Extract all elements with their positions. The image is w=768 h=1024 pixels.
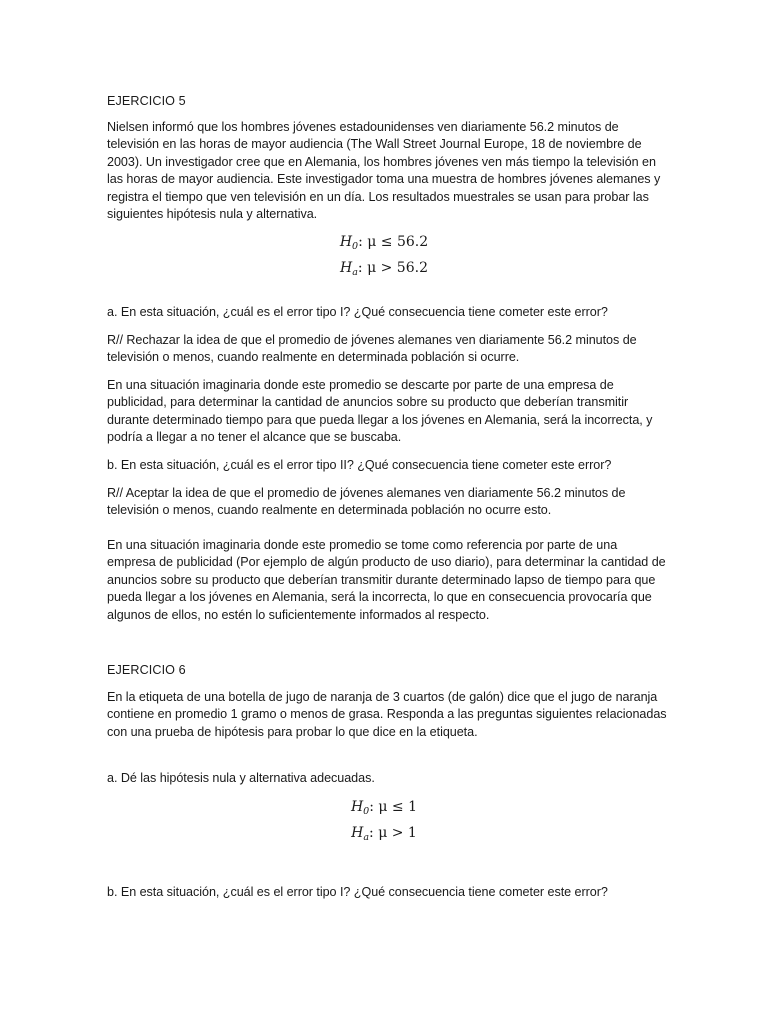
exercise-5-answer-a-1: R// Rechazar la idea de que el promedio de jóvenes alemanes ven diariamente 56.2 minutos de televisión o menos, cuando realmente en determinada población si ocurre. (107, 333, 637, 365)
exercise-6-question-a: a. Dé las hipótesis nula y alternativa adecuadas. (107, 771, 375, 785)
exercise-6-null-hypothesis (0, 797, 768, 819)
hypothesis-subscript: 0 (363, 806, 370, 817)
hypothesis-subscript: a (363, 832, 370, 843)
exercise-5-alternative-hypothesis (0, 258, 768, 280)
hypothesis-subscript: a (352, 267, 358, 278)
exercise-5-answer-b-1: R// Aceptar la idea de que el promedio de jóvenes alemanes ven diariamente 56.2 minutos de televisión o menos, cuando realmente en determinada población no ocurre esto. (107, 486, 626, 518)
hypothesis-condition: : μ ≤ 56.2 (358, 234, 429, 250)
exercise-6-question-b: b. En esta situación, ¿cuál es el error tipo I? ¿Qué consecuencia tiene cometer este error? (107, 885, 608, 899)
exercise-5-question-a: a. En esta situación, ¿cuál es el error tipo I? ¿Qué consecuencia tiene cometer este error? (107, 305, 608, 319)
exercise-5-intro: Nielsen informó que los hombres jóvenes estadounidenses ven diariamente 56.2 minutos de televisión en las horas de mayor audiencia (The Wall Street Journal Europe, 18 de noviembre de 2003). Un investigador cree que en Alemania, los hombres jóvenes ven más tiempo la televisión en las horas de mayor audiencia. Este investigador toma una muestra de hombres jóvenes alemanes y registra el tiempo que ven televisión en un día. Los resultados muestrales se usan para probar las siguientes hipótesis nula y alternativa. (107, 120, 661, 222)
hypothesis-condition: : μ ≤ 1 (369, 799, 418, 815)
hypothesis-symbol: H (351, 825, 364, 841)
exercise-5-answer-a-2: En una situación imaginaria donde este promedio se descarte por parte de una empresa de publicidad, para determinar la cantidad de anuncios sobre su producto que deberían transmitir durante determinado tiempo para que pueda llegar a los jóvenes en Alemania, será la incorrecta, y podría a llegar a no tener el alcance que se buscaba. (107, 378, 653, 445)
hypothesis-subscript: 0 (352, 241, 359, 252)
exercise-6-intro: En la etiqueta de una botella de jugo de naranja de 3 cuartos (de galón) dice que el jugo de naranja contiene en promedio 1 gramo o menos de grasa. Responda a las preguntas siguientes relacionadas con una prueba de hipótesis para probar lo que dice en la etiqueta. (107, 690, 667, 739)
hypothesis-symbol: H (339, 234, 353, 250)
exercise-5-title: EJERCICIO 5 (107, 94, 186, 108)
hypothesis-symbol: H (350, 799, 364, 815)
exercise-5-answer-b-2: En una situación imaginaria donde este promedio se tome como referencia por parte de una empresa de publicidad (Por ejemplo de algún producto de uso diario), para determinar la cantidad de anuncios sobre su producto que deberían transmitir durante determinado lapso de tiempo para que pueda llegar a los jóvenes en Alemania, será la incorrecta, lo que en consecuencia provocaría que algunos de ellos, no estén lo suficientemente informados al respecto. (107, 538, 666, 622)
exercise-5-null-hypothesis (0, 232, 768, 254)
hypothesis-condition: : μ > 56.2 (357, 260, 428, 276)
exercise-6-alternative-hypothesis (0, 823, 768, 845)
hypothesis-condition: : μ > 1 (369, 825, 417, 841)
hypothesis-symbol: H (340, 260, 353, 276)
exercise-5-question-b: b. En esta situación, ¿cuál es el error tipo II? ¿Qué consecuencia tiene cometer este error? (107, 458, 612, 472)
exercise-6-title: EJERCICIO 6 (107, 663, 186, 677)
